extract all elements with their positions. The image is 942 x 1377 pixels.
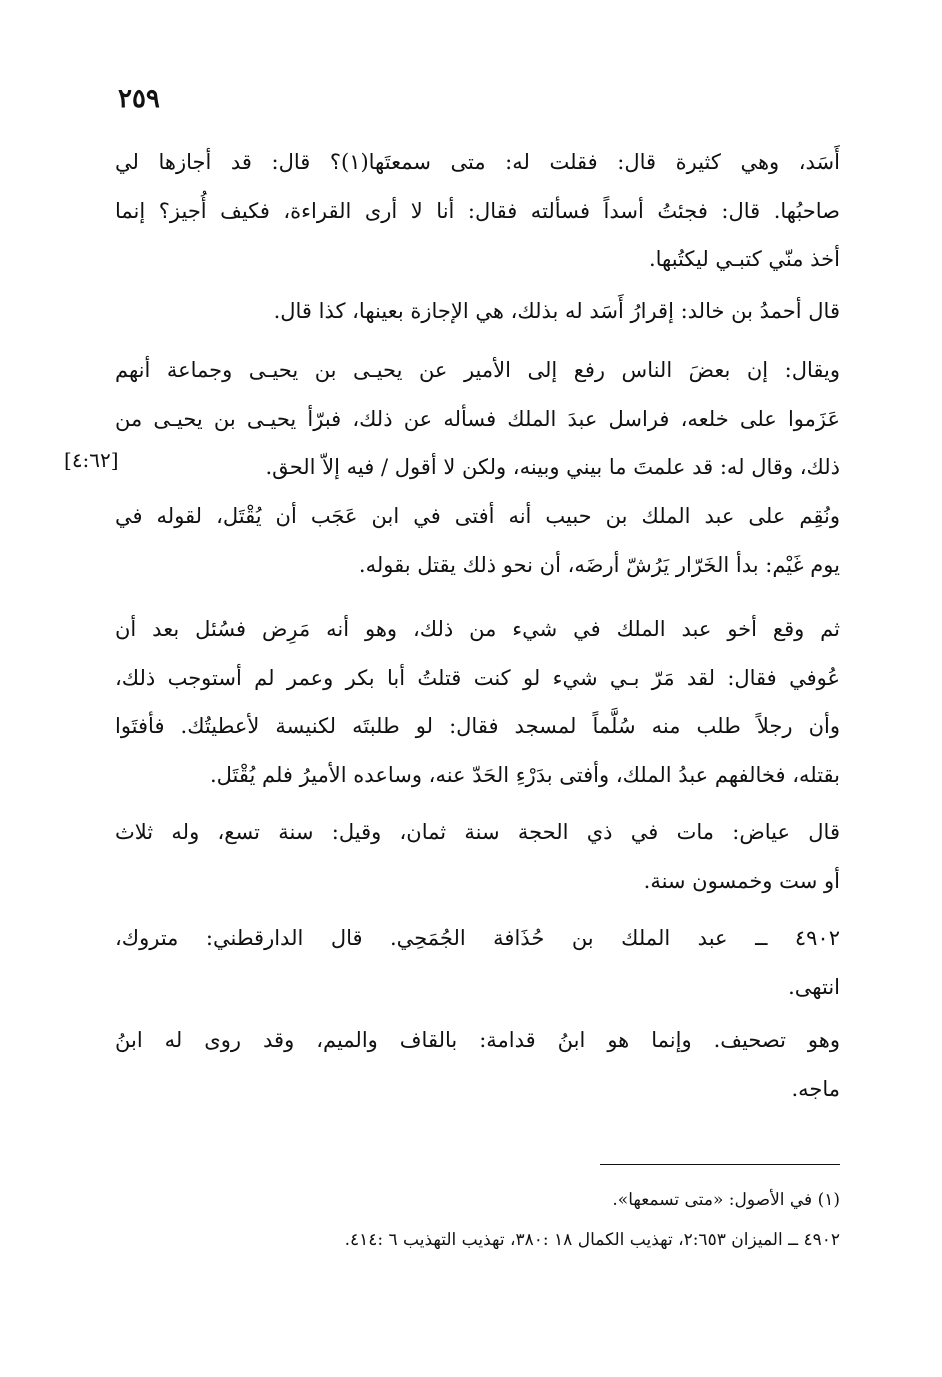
text-line: وهو تصحيف. وإنما هو ابنُ قدامة: بالقاف والميم، وقد روى له ابنُ (115, 1028, 840, 1052)
text-line: ماجه. (791, 1076, 840, 1101)
paragraph-4 (115, 492, 840, 589)
text-line: أخذ منّي كتبـي ليكتُبها. (648, 247, 840, 271)
text-line: ونُقِم على عبد الملك بن حبيب أنه أفتى في ابن عَجَب أن يُقْتَل، لقوله في (115, 504, 840, 528)
entry-4902 (115, 914, 840, 1011)
text-line: عُوفي فقال: لقد مَرّ بـي شيء لو كنت قتلتُ أبا بكر وعمر لم أستوجب ذلك، (115, 665, 840, 690)
text-line: ذلك، وقال له: قد علمتَ ما بيني وبينه، ولكن لا أقول / فيه إلاّ الحق. (265, 455, 840, 479)
footnote-divider (600, 1164, 840, 1165)
paragraph-8 (115, 1016, 840, 1113)
text-line: ويقال: إن بعضَ الناس رفع إلى الأمير عن يحيـى بن يحيـى وجماعة أنهم (115, 358, 840, 382)
paragraph-6 (115, 808, 840, 905)
text-line: ٤٩٠٢ ــ عبد الملك بن حُذَافة الجُمَحِي. قال الدارقطني: متروك، (115, 926, 840, 950)
text-line: أَسَد، وهي كثيرة قال: فقلت له: متى سمعتَها(١)؟ قال: قد أجازها لي (115, 150, 840, 174)
paragraph-5 (115, 605, 840, 799)
page-number: ٢٥٩ (118, 84, 160, 114)
text-line: بقتله، فخالفهم عبدُ الملك، وأفتى بدَرْءِ الحَدّ عنه، وساعده الأميرُ فلم يُقْتَل. (209, 762, 840, 787)
paragraph-2 (115, 287, 840, 336)
paragraph-3 (115, 346, 840, 492)
text-line: وأن رجلاً طلب منه سُلَّماً لمسجد فقال: لو طلبتَه لكنيسة لأعطيتُك. فأفتَوا (115, 714, 840, 738)
text-line: عَزَموا على خلعه، فراسل عبدَ الملك فسأله عن ذلك، فبرّأ يحيـى بن يحيـى من (115, 406, 840, 431)
text-line: ثم وقع أخو عبد الملك في شيء من ذلك، وهو أنه مَرِض فسُئل بعد أن (115, 617, 840, 641)
text-line: قال عياض: مات في ذي الحجة سنة ثمان، وقيل: سنة تسع، وله ثلاث (115, 820, 840, 844)
text-line: قال أحمدُ بن خالد: إقرارُ أَسَد له بذلك، هي الإجازة بعينها، كذا قال. (273, 299, 840, 323)
text-line: أو ست وخمسون سنة. (643, 868, 840, 893)
footnote-1: (١) في الأصول: «متى تسمعها». (612, 1190, 840, 1210)
footnote-source: ٤٩٠٢ ــ الميزان ٢:٦٥٣، تهذيب الكمال ١٨ :٣٨٠، تهذيب التهذيب ٦ :٤١٤. (344, 1230, 840, 1250)
text-line: صاحبُها. قال: فجئتُ أسداً فسألته فقال: أنا لا أرى القراءة، فكيف أُجيز؟ إنما (115, 198, 840, 223)
text-line: انتهى. (788, 974, 840, 999)
text-line: يوم غَيْم: بدأ الخَرّار يَرُشّ أرضَه، أن نحو ذلك يقتل بقوله. (358, 552, 840, 577)
paragraph-1 (115, 138, 840, 284)
footnotes (115, 1180, 840, 1260)
margin-reference: [٤:٦٢] (64, 448, 119, 472)
